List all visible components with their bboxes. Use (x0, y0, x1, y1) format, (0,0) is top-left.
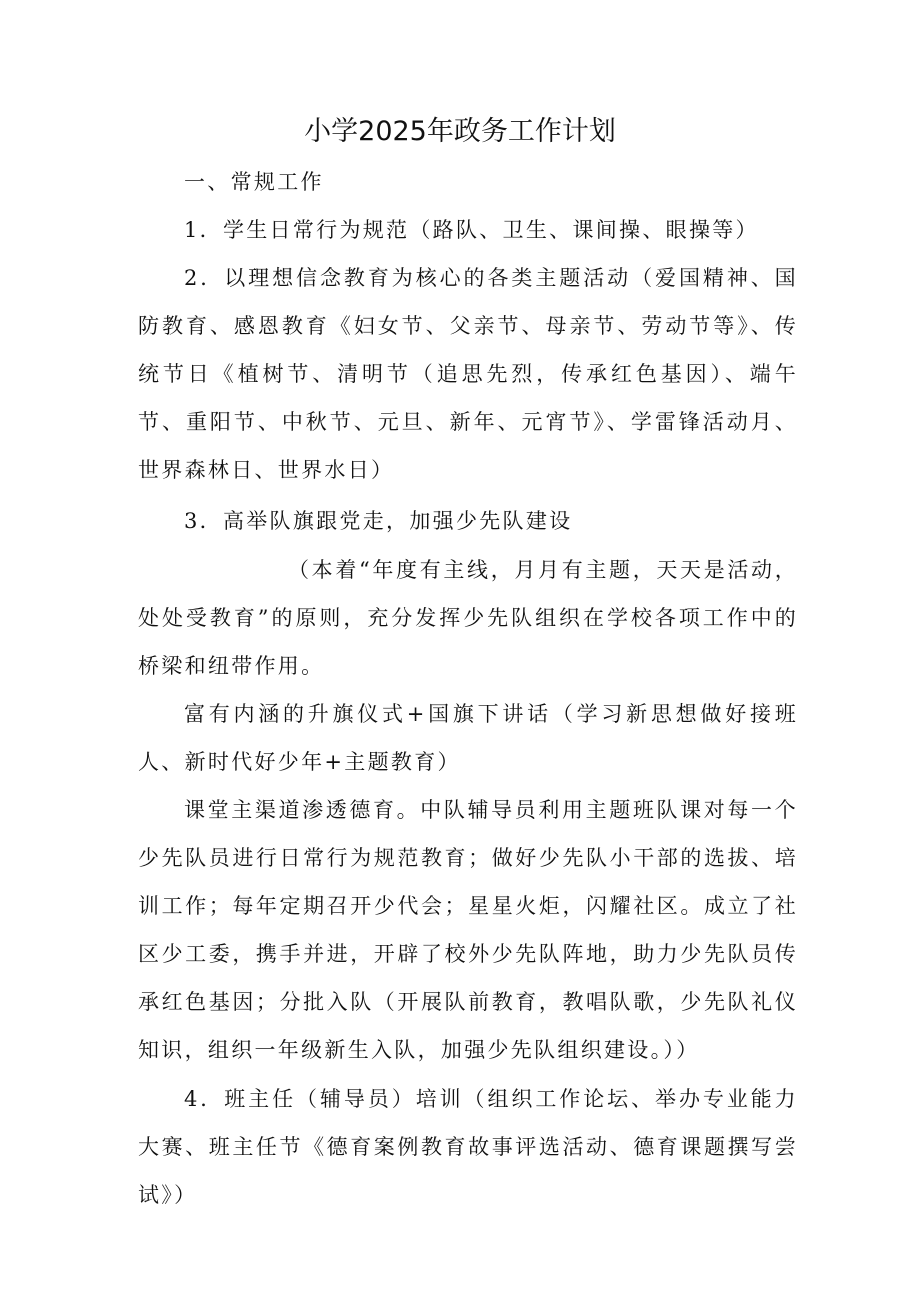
classroom-moral-education-paragraph: 课堂主渠道渗透德育。中队辅导员利用主题班队课对每一个少先队员进行日常行为规范教育；做好少先队小干部的选拔、培训工作；每年定期召开少代会；星星火炬，闪耀社区。成立了社区少工委，携手并进，开辟了校外少先队阵地，助力少先队员传承红色基因；分批入队（开展队前教育，教唱队歌，少先队礼仪知识，组织一年级新生入队，加强少先队组织建设。）） (138, 798, 798, 1062)
flag-ceremony-paragraph: 富有内涵的升旗仪式+国旗下讲话（学习新思想做好接班人、新时代好少年+主题教育） (138, 702, 798, 774)
section-heading-routine-work: 一、常规工作 (184, 170, 324, 194)
item-2-theme-activities: 2．以理想信念教育为核心的各类主题活动（爱国精神、国防教育、感恩教育《妇女节、父亲节、母亲节、劳动节等》、传统节日《植树节、清明节（追思先烈，传承红色基因）、端午节、重阳节、中秋节、元旦、新年、元宵节》、学雷锋活动月、世界森林日、世界水日） (138, 266, 798, 482)
item-4-teacher-training: 4．班主任（辅导员）培训（组织工作论坛、举办专业能力大赛、班主任节《德育案例教育故事评选活动、德育课题撰写尝试》） (138, 1087, 798, 1207)
document-title: 小学2025年政务工作计划 (304, 116, 616, 147)
item-3-note-paragraph: （本着“年度有主线，月月有主题，天天是活动，处处受教育”的原则，充分发挥少先队组织在学校各项工作中的桥梁和纽带作用。 (138, 558, 798, 678)
item-3-young-pioneers: 3．高举队旗跟党走，加强少先队建设 (184, 509, 573, 533)
item-1-behavior-norms: 1．学生日常行为规范（路队、卫生、课间操、眼操等） (184, 218, 759, 242)
